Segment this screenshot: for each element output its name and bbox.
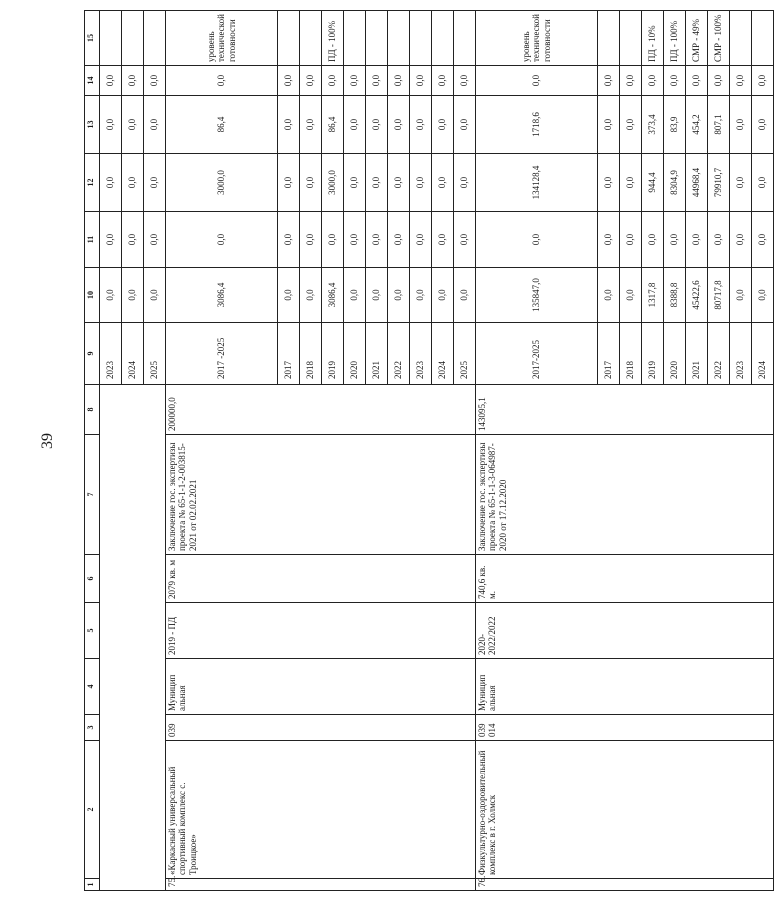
year-cell: 2020 <box>664 323 686 385</box>
value-cell: 80717,8 <box>708 268 730 323</box>
col-header: 14 <box>85 66 100 96</box>
value-cell: 3086,4 <box>166 268 278 323</box>
value-cell: 0,0 <box>598 66 620 96</box>
value-cell: 0,0 <box>166 66 278 96</box>
value-cell: 0,0 <box>598 212 620 268</box>
year-cell: 2021 <box>366 323 388 385</box>
value-cell: 0,0 <box>598 268 620 323</box>
value-cell: 0,0 <box>278 268 300 323</box>
note-cell <box>144 11 166 66</box>
value-cell: 0,0 <box>388 154 410 212</box>
value-cell: 373,4 <box>642 96 664 154</box>
value-cell: 0,0 <box>100 66 122 96</box>
year-cell: 2022 <box>388 323 410 385</box>
value-cell: 0,0 <box>432 212 454 268</box>
year-cell: 2023 <box>730 323 752 385</box>
value-cell: 0,0 <box>388 66 410 96</box>
year-cell: 2023 <box>100 323 122 385</box>
value-cell: 0,0 <box>300 66 322 96</box>
data-table <box>84 10 774 891</box>
value-cell: 0,0 <box>366 268 388 323</box>
value-cell: 0,0 <box>642 66 664 96</box>
col-header: 7 <box>85 435 100 555</box>
note-cell <box>752 11 774 66</box>
value-cell: 0,0 <box>388 96 410 154</box>
value-cell: 0,0 <box>100 212 122 268</box>
value-cell: 44968,4 <box>686 154 708 212</box>
object-number: 76. <box>476 879 774 891</box>
note-cell: уровень технической готовности <box>476 11 598 66</box>
value-cell: 0,0 <box>144 96 166 154</box>
value-cell: 0,0 <box>730 154 752 212</box>
col-header: 10 <box>85 268 100 323</box>
value-cell: 0,0 <box>278 66 300 96</box>
value-cell: 0,0 <box>144 154 166 212</box>
note-cell <box>730 11 752 66</box>
value-cell: 807,1 <box>708 96 730 154</box>
object-capacity: 740,6 кв. м. <box>476 555 774 603</box>
year-cell: 2017 <box>278 323 300 385</box>
value-cell: 0,0 <box>708 66 730 96</box>
year-cell: 2018 <box>300 323 322 385</box>
value-cell: 0,0 <box>166 212 278 268</box>
page-number: 39 <box>39 433 56 449</box>
value-cell: 3000,0 <box>166 154 278 212</box>
value-cell: 0,0 <box>410 154 432 212</box>
note-cell: ПД - 10% <box>642 11 664 66</box>
value-cell: 86,4 <box>322 96 344 154</box>
value-cell: 3000,0 <box>322 154 344 212</box>
year-cell: 2025 <box>454 323 476 385</box>
value-cell: 0,0 <box>122 212 144 268</box>
value-cell: 0,0 <box>454 154 476 212</box>
object-period: 2020-2022/2022 <box>476 603 774 659</box>
value-cell: 134128,4 <box>476 154 598 212</box>
value-cell: 0,0 <box>410 66 432 96</box>
value-cell: 944,4 <box>642 154 664 212</box>
value-cell: 45422,6 <box>686 268 708 323</box>
value-cell: 0,0 <box>730 212 752 268</box>
value-cell: 135847,0 <box>476 268 598 323</box>
value-cell: 0,0 <box>366 96 388 154</box>
value-cell: 8388,8 <box>664 268 686 323</box>
year-cell: 2025 <box>144 323 166 385</box>
note-cell: СМР - 49% <box>686 11 708 66</box>
value-cell: 1718,6 <box>476 96 598 154</box>
value-cell: 0,0 <box>620 212 642 268</box>
col-header: 8 <box>85 385 100 435</box>
value-cell: 0,0 <box>752 96 774 154</box>
table-row <box>166 11 278 891</box>
value-cell: 0,0 <box>144 212 166 268</box>
object-expertise: Заключение гос. экспертизы проекта № 65-1-1-3-064987-2020 от 17.12.2020 <box>476 435 774 555</box>
note-cell <box>454 11 476 66</box>
year-cell: 2019 <box>642 323 664 385</box>
note-cell <box>366 11 388 66</box>
value-cell: 0,0 <box>344 268 366 323</box>
value-cell: 0,0 <box>410 212 432 268</box>
value-cell: 0,0 <box>454 96 476 154</box>
year-cell: 2020 <box>344 323 366 385</box>
value-cell: 0,0 <box>620 154 642 212</box>
value-cell: 0,0 <box>322 212 344 268</box>
object-ownership: Муницип альная <box>476 659 774 715</box>
value-cell: 0,0 <box>752 268 774 323</box>
col-header: 12 <box>85 154 100 212</box>
object-ownership: Муницип альная <box>166 659 476 715</box>
value-cell: 0,0 <box>620 268 642 323</box>
col-header: 11 <box>85 212 100 268</box>
blank-cell <box>100 385 166 891</box>
year-cell: 2021 <box>686 323 708 385</box>
note-cell <box>100 11 122 66</box>
value-cell: 1317,8 <box>642 268 664 323</box>
year-cell: 2024 <box>432 323 454 385</box>
value-cell: 0,0 <box>344 154 366 212</box>
value-cell: 0,0 <box>122 66 144 96</box>
value-cell: 0,0 <box>100 96 122 154</box>
value-cell: 0,0 <box>300 212 322 268</box>
col-header: 2 <box>85 741 100 879</box>
object-period: 2019 - ПД <box>166 603 476 659</box>
value-cell: 0,0 <box>388 268 410 323</box>
value-cell: 0,0 <box>278 212 300 268</box>
value-cell: 0,0 <box>432 96 454 154</box>
value-cell: 0,0 <box>122 96 144 154</box>
note-cell <box>300 11 322 66</box>
value-cell: 0,0 <box>730 268 752 323</box>
value-cell: 0,0 <box>144 66 166 96</box>
object-cost: 143095,1 <box>476 385 774 435</box>
object-expertise: Заключение гос. экспертизы проекта № 65-1-1-2-003815-2021 от 02.02.2021 <box>166 435 476 555</box>
value-cell: 0,0 <box>100 268 122 323</box>
value-cell: 0,0 <box>476 66 598 96</box>
object-cost: 200000,0 <box>166 385 476 435</box>
value-cell: 0,0 <box>278 96 300 154</box>
value-cell: 0,0 <box>122 154 144 212</box>
table-row <box>100 11 122 891</box>
year-cell: 2022 <box>708 323 730 385</box>
value-cell: 0,0 <box>620 66 642 96</box>
col-header: 1 <box>85 879 100 891</box>
value-cell: 0,0 <box>366 154 388 212</box>
col-header: 15 <box>85 11 100 66</box>
value-cell: 0,0 <box>752 212 774 268</box>
value-cell: 0,0 <box>410 268 432 323</box>
note-cell: ПД - 100% <box>322 11 344 66</box>
value-cell: 0,0 <box>620 96 642 154</box>
value-cell: 0,0 <box>476 212 598 268</box>
value-cell: 0,0 <box>664 212 686 268</box>
year-cell: 2017-2025 <box>476 323 598 385</box>
year-cell: 2017 -2025 <box>166 323 278 385</box>
col-header: 9 <box>85 323 100 385</box>
value-cell: 86,4 <box>166 96 278 154</box>
value-cell: 0,0 <box>344 66 366 96</box>
year-cell: 2024 <box>752 323 774 385</box>
value-cell: 0,0 <box>322 66 344 96</box>
value-cell: 0,0 <box>686 212 708 268</box>
rotated-table-container <box>84 11 768 891</box>
value-cell: 0,0 <box>752 154 774 212</box>
value-cell: 454,2 <box>686 96 708 154</box>
value-cell: 8304,9 <box>664 154 686 212</box>
note-cell <box>344 11 366 66</box>
note-cell: СМР - 100% <box>708 11 730 66</box>
col-header: 4 <box>85 659 100 715</box>
value-cell: 0,0 <box>598 154 620 212</box>
note-cell <box>620 11 642 66</box>
col-header: 3 <box>85 715 100 741</box>
value-cell: 0,0 <box>300 96 322 154</box>
value-cell: 0,0 <box>454 66 476 96</box>
value-cell: 83,9 <box>664 96 686 154</box>
value-cell: 79910,7 <box>708 154 730 212</box>
col-header: 5 <box>85 603 100 659</box>
value-cell: 0,0 <box>730 96 752 154</box>
year-cell: 2018 <box>620 323 642 385</box>
object-capacity: 2079 кв. м <box>166 555 476 603</box>
object-name: Физкультурно-оздоровительный комплекс в г. Холмск <box>476 741 774 879</box>
value-cell: 0,0 <box>454 212 476 268</box>
value-cell: 0,0 <box>366 66 388 96</box>
year-cell: 2023 <box>410 323 432 385</box>
object-code: 039 014 <box>476 715 774 741</box>
table-body <box>100 11 774 891</box>
note-cell: ПД - 100% <box>664 11 686 66</box>
object-number: 75. <box>166 879 476 891</box>
value-cell: 0,0 <box>664 66 686 96</box>
value-cell: 0,0 <box>730 66 752 96</box>
object-code: 039 <box>166 715 476 741</box>
note-cell <box>432 11 454 66</box>
value-cell: 0,0 <box>122 268 144 323</box>
value-cell: 0,0 <box>642 212 664 268</box>
value-cell: 0,0 <box>410 96 432 154</box>
year-cell: 2019 <box>322 323 344 385</box>
note-cell <box>122 11 144 66</box>
note-cell <box>388 11 410 66</box>
col-header: 13 <box>85 96 100 154</box>
value-cell: 0,0 <box>278 154 300 212</box>
header-row <box>85 11 100 891</box>
year-cell: 2017 <box>598 323 620 385</box>
value-cell: 0,0 <box>752 66 774 96</box>
value-cell: 3086,4 <box>322 268 344 323</box>
value-cell: 0,0 <box>454 268 476 323</box>
value-cell: 0,0 <box>432 66 454 96</box>
value-cell: 0,0 <box>432 268 454 323</box>
note-cell <box>278 11 300 66</box>
col-header: 6 <box>85 555 100 603</box>
value-cell: 0,0 <box>144 268 166 323</box>
value-cell: 0,0 <box>344 212 366 268</box>
value-cell: 0,0 <box>686 66 708 96</box>
value-cell: 0,0 <box>300 268 322 323</box>
value-cell: 0,0 <box>366 212 388 268</box>
value-cell: 0,0 <box>388 212 410 268</box>
note-cell <box>410 11 432 66</box>
year-cell: 2024 <box>122 323 144 385</box>
table-row <box>476 11 598 891</box>
object-name: «Каркасный универсальный спортивный комплекс с. Троицкое» <box>166 741 476 879</box>
value-cell: 0,0 <box>300 154 322 212</box>
value-cell: 0,0 <box>100 154 122 212</box>
value-cell: 0,0 <box>344 96 366 154</box>
value-cell: 0,0 <box>432 154 454 212</box>
value-cell: 0,0 <box>708 212 730 268</box>
value-cell: 0,0 <box>598 96 620 154</box>
note-cell <box>598 11 620 66</box>
note-cell: уровень технической готовности <box>166 11 278 66</box>
